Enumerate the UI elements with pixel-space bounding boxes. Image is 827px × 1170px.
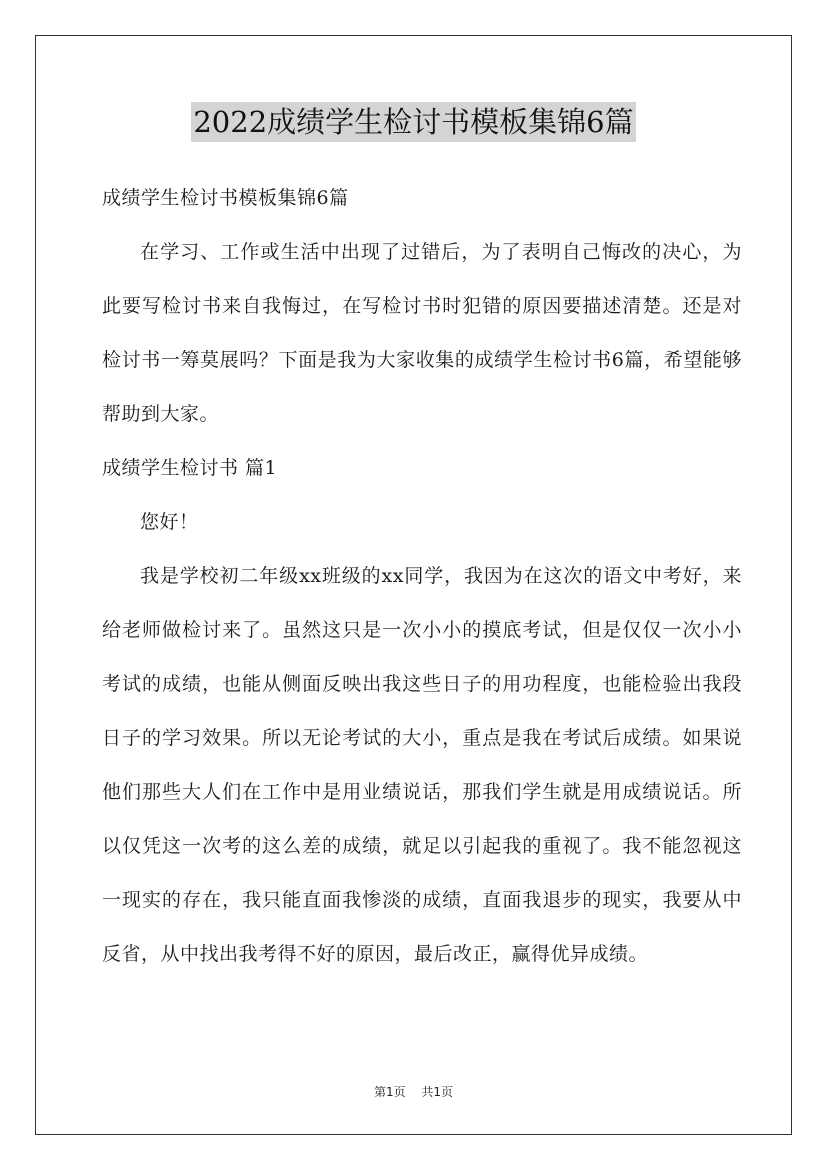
page-total: 共1页 <box>421 1085 454 1099</box>
body-paragraph: 我是学校初二年级xx班级的xx同学，我因为在这次的语文中考好，来给老师做检讨来了。虽然这只是一次小小的摸底考试，但是仅仅一次小小考试的成绩，也能从侧面反映出我这些日子的用功程度，也能检验出我段日子的学习效果。所以无论考试的大小，重点是我在考试后成绩。如果说他们那些大人们在工作中是用业绩说话，那我们学生就是用成绩说话。所以仅凭这一次考的这么差的成绩，就足以引起我的重视了。我不能忽视这一现实的存在，我只能直面我惨淡的成绩，直面我退步的现实，我要从中反省，从中找出我考得不好的原因，最后改正，赢得优异成绩。 <box>102 565 742 965</box>
page-number: 第1页 <box>373 1085 406 1099</box>
subtitle: 成绩学生检讨书模板集锦6篇 <box>102 187 349 209</box>
document-title: 2022成绩学生检讨书模板集锦6篇 <box>191 102 635 142</box>
greeting: 您好！ <box>140 511 199 533</box>
title-container <box>0 102 827 142</box>
page-footer <box>0 1083 827 1100</box>
section-heading: 成绩学生检讨书 篇1 <box>102 457 278 479</box>
document-body <box>102 171 742 981</box>
intro-paragraph: 在学习、工作或生活中出现了过错后，为了表明自己悔改的决心，为此要写检讨书来自我悔过，在写检讨书时犯错的原因要描述清楚。还是对检讨书一筹莫展吗？下面是我为大家收集的成绩学生检讨书6篇，希望能够帮助到大家。 <box>102 241 742 425</box>
